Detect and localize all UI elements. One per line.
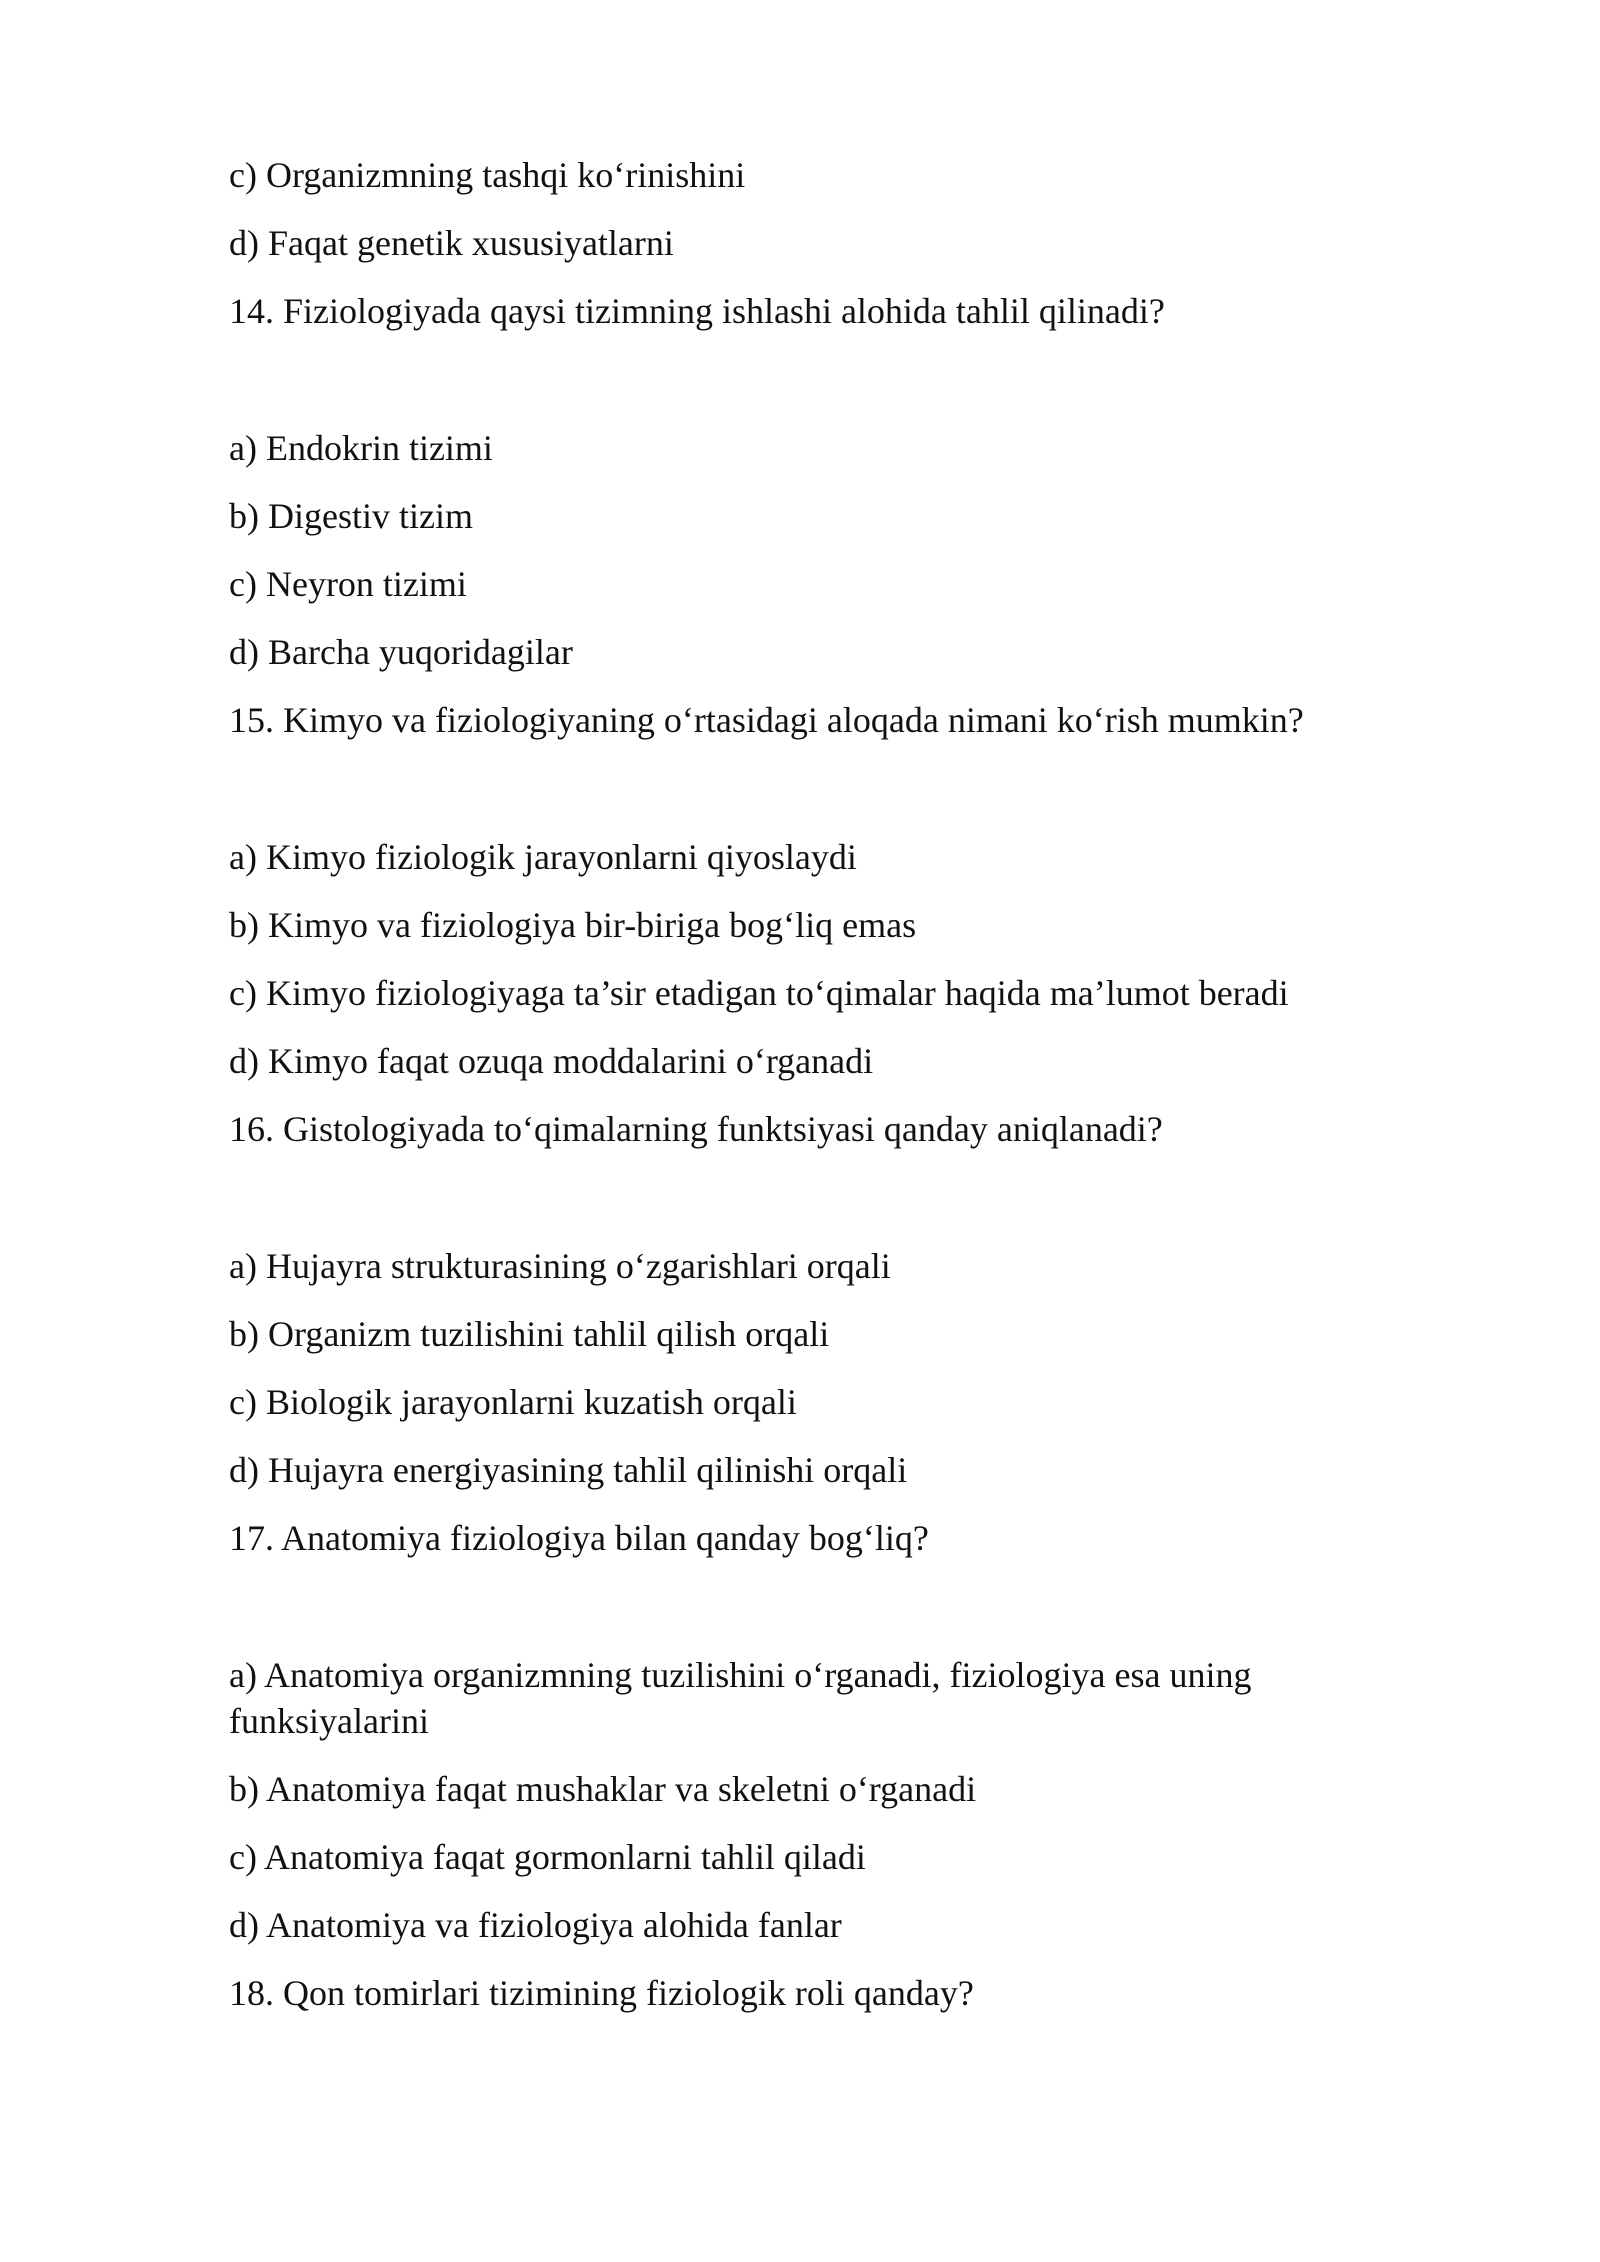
option-13c: c) Organizmning tashqi ko‘rinishini — [229, 155, 746, 195]
question-15: 15. Kimyo va fiziologiyaning o‘rtasidagi aloqada nimani ko‘rish mumkin? — [229, 700, 1304, 740]
option-16a: a) Hujayra strukturasining o‘zgarishlari orqali — [229, 1246, 891, 1286]
option-17b: b) Anatomiya faqat mushaklar va skeletni o‘rganadi — [229, 1769, 977, 1809]
option-14a: a) Endokrin tizimi — [229, 428, 493, 468]
question-16: 16. Gistologiyada to‘qimalarning funktsiyasi qanday aniqlanadi? — [229, 1109, 1163, 1149]
option-14b: b) Digestiv tizim — [229, 496, 473, 536]
option-14d: d) Barcha yuqoridagilar — [229, 632, 573, 672]
option-16b: b) Organizm tuzilishini tahlil qilish orqali — [229, 1314, 830, 1354]
question-14: 14. Fiziologiyada qaysi tizimning ishlashi alohida tahlil qilinadi? — [229, 291, 1165, 331]
option-15d: d) Kimyo faqat ozuqa moddalarini o‘rganadi — [229, 1041, 874, 1081]
option-15b: b) Kimyo va fiziologiya bir-biriga bog‘liq emas — [229, 905, 917, 945]
option-15c: c) Kimyo fiziologiyaga ta’sir etadigan to‘qimalar haqida ma’lumot beradi — [229, 973, 1289, 1013]
option-16d: d) Hujayra energiyasining tahlil qilinishi orqali — [229, 1450, 908, 1490]
option-13d: d) Faqat genetik xususiyatlarni — [229, 223, 674, 263]
question-17: 17. Anatomiya fiziologiya bilan qanday bog‘liq? — [229, 1518, 929, 1558]
option-17d: d) Anatomiya va fiziologiya alohida fanlar — [229, 1905, 842, 1945]
option-14c: c) Neyron tizimi — [229, 564, 467, 604]
option-15a: a) Kimyo fiziologik jarayonlarni qiyoslaydi — [229, 837, 857, 877]
question-18: 18. Qon tomirlari tizimining fiziologik roli qanday? — [229, 1973, 974, 2013]
option-17c: c) Anatomiya faqat gormonlarni tahlil qiladi — [229, 1837, 866, 1877]
option-16c: c) Biologik jarayonlarni kuzatish orqali — [229, 1382, 797, 1422]
option-17a: a) Anatomiya organizmning tuzilishini o‘rganadi, fiziologiya esa uning funksiyalarini — [229, 1655, 1252, 1741]
